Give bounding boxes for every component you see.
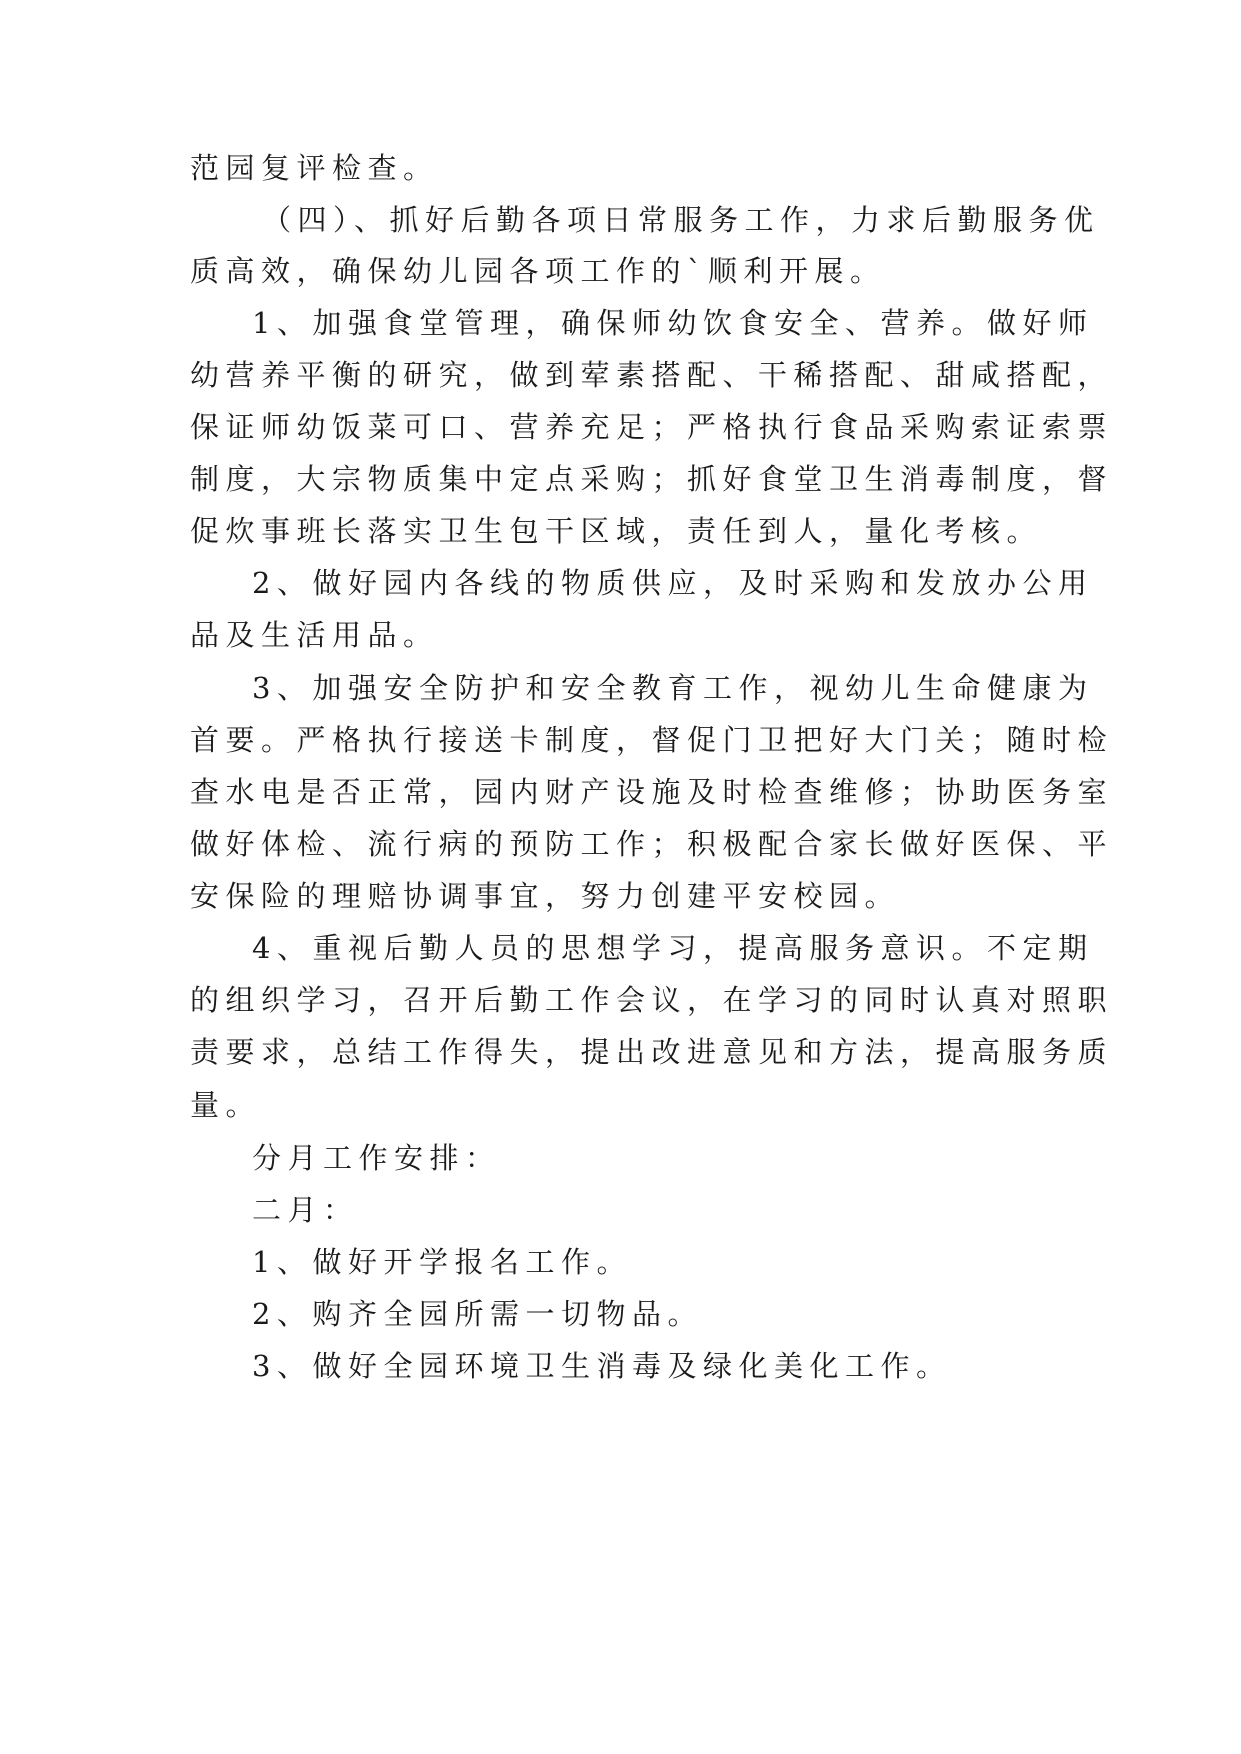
text-line: 幼营养平衡的研究，做到荤素搭配、干稀搭配、甜咸搭配，: [190, 358, 1114, 392]
text-line: 品及生活用品。: [190, 618, 439, 652]
text-line: 安保险的理赔协调事宜，努力创建平安校园。: [190, 879, 901, 913]
text-line: 保证师幼饭菜可口、营养充足；严格执行食品采购索证索票: [190, 410, 1114, 444]
list-item: 1、做好开学报名工作。: [252, 1245, 632, 1279]
list-item: 1、加强食堂管理，确保师幼饮食安全、营养。做好师: [252, 306, 1094, 340]
month-heading: 二月：: [252, 1193, 359, 1227]
text-line: 查水电是否正常，园内财产设施及时检查维修；协助医务室: [190, 775, 1114, 809]
text-line: 做好体检、流行病的预防工作；积极配合家长做好医保、平: [190, 827, 1114, 861]
list-item: 3、做好全园环境卫生消毒及绿化美化工作。: [252, 1349, 952, 1383]
text-line: 的组织学习，召开后勤工作会议，在学习的同时认真对照职: [190, 983, 1114, 1017]
text-line: 量。: [190, 1088, 262, 1122]
text-line: 首要。严格执行接送卡制度，督促门卫把好大门关；随时检: [190, 723, 1114, 757]
list-item: 2、购齐全园所需一切物品。: [252, 1297, 703, 1331]
list-item: 2、做好园内各线的物质供应，及时采购和发放办公用: [252, 566, 1094, 600]
text-line: 质高效，确保幼儿园各项工作的`顺利开展。: [190, 254, 886, 288]
text-line: 范园复评检查。: [190, 151, 439, 185]
section-heading: 分月工作安排：: [252, 1141, 501, 1175]
text-line: 制度，大宗物质集中定点采购；抓好食堂卫生消毒制度，督: [190, 462, 1114, 496]
text-line: 促炊事班长落实卫生包干区域，责任到人，量化考核。: [190, 514, 1043, 548]
section-heading: （四）、抓好后勤各项日常服务工作，力求后勤服务优: [262, 203, 1100, 237]
text-line: 责要求，总结工作得失，提出改进意见和方法，提高服务质: [190, 1035, 1114, 1069]
list-item: 3、加强安全防护和安全教育工作，视幼儿生命健康为: [252, 671, 1094, 705]
list-item: 4、重视后勤人员的思想学习，提高服务意识。不定期: [252, 931, 1094, 965]
